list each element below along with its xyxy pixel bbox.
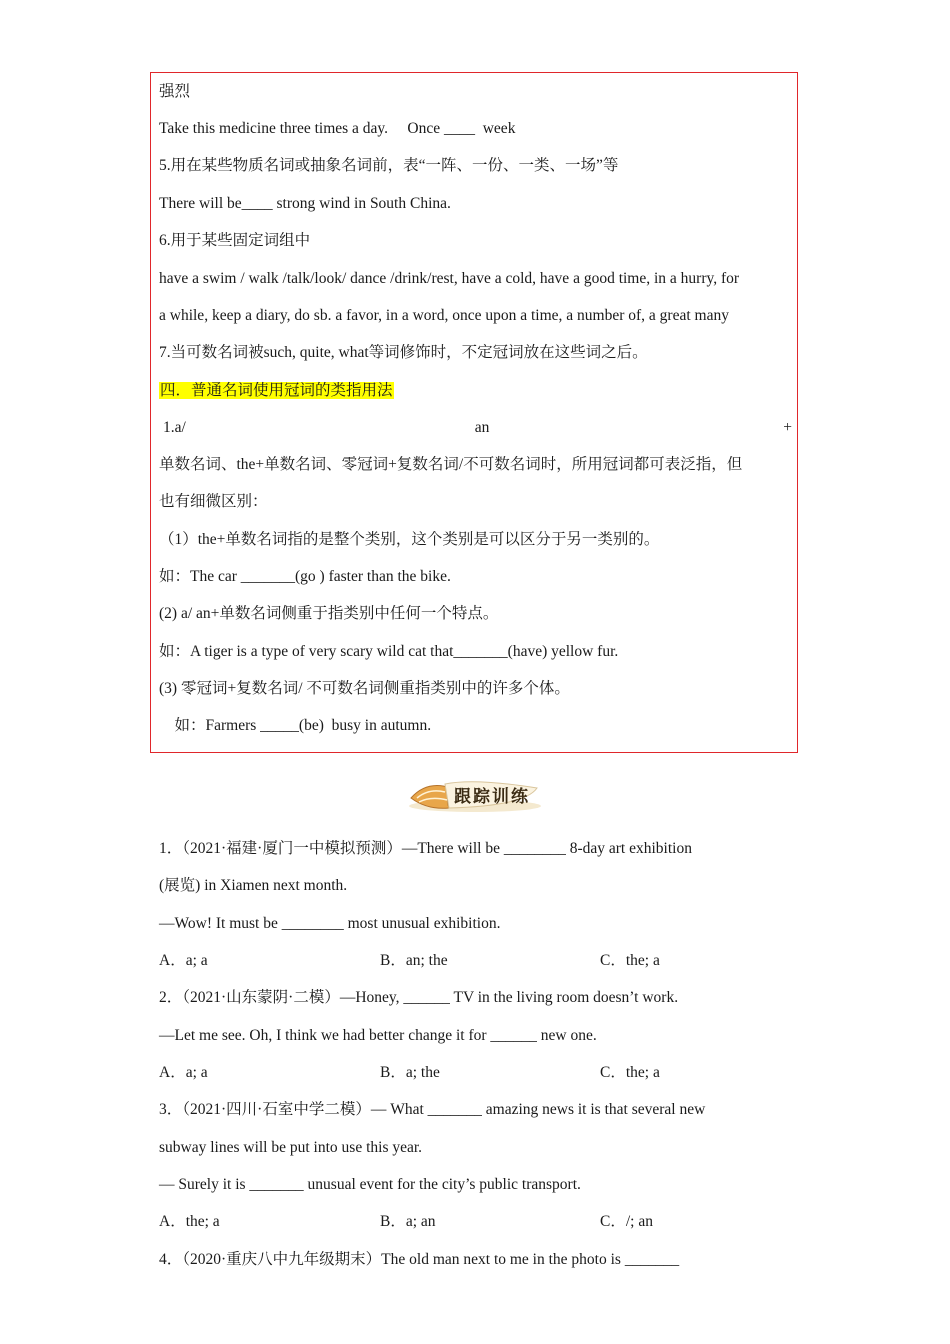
question-line: 2．（2021·山东蒙阴·二模）—Honey, ______ TV in the living room doesn’t work. bbox=[159, 989, 679, 1006]
note-line: 5.用在某些物质名词或抽象名词前，表“一阵、一份、一类、一场”等 bbox=[159, 157, 619, 174]
question-line: —Wow! It must be ________ most unusual exhibition. bbox=[159, 915, 501, 932]
note-line: 强烈 bbox=[159, 83, 191, 100]
note-line: 也有细微区别： bbox=[159, 493, 268, 510]
question-line: 3．（2021·四川·石室中学二模）— What _______ amazing news it is that several new bbox=[159, 1101, 706, 1118]
question-line: 4．（2020·重庆八中九年级期末）The old man next to me in the photo is _______ bbox=[159, 1251, 680, 1268]
note-line: (3) 零冠词+复数名词/ 不可数名词侧重指类别中的许多个体。 bbox=[159, 680, 570, 697]
option-c: C．the; a bbox=[600, 1064, 660, 1081]
option-b: B．a; the bbox=[380, 1064, 440, 1081]
spread-line bbox=[163, 418, 792, 438]
note-line: 7.当可数名词被such, quite, what等词修饰时，不定冠词放在这些词之后。 bbox=[159, 344, 648, 361]
note-line: have a swim / walk /talk/look/ dance /drink/rest, have a cold, have a good time, in a hurry, for bbox=[159, 270, 740, 287]
note-line: (2) a/ an+单数名词侧重于指类别中任何一个特点。 bbox=[159, 605, 499, 622]
option-b: B．a; an bbox=[380, 1213, 436, 1230]
option-a: A．the; a bbox=[159, 1213, 220, 1230]
spread-left: 1.a/ bbox=[163, 419, 186, 436]
question-line: 1．（2021·福建·厦门一中模拟预测）—There will be ________ 8-day art exhibition bbox=[159, 840, 692, 857]
section-heading-text: 四．普通名词使用冠词的类指用法 bbox=[160, 382, 393, 399]
banner-label: 跟踪训练 bbox=[454, 787, 530, 807]
option-b: B．an; the bbox=[380, 952, 448, 969]
note-line: 6.用于某些固定词组中 bbox=[159, 232, 311, 249]
option-c: C．the; a bbox=[600, 952, 660, 969]
option-c: C．/; an bbox=[600, 1213, 653, 1230]
note-line: 如：A tiger is a type of very scary wild cat that_______(have) yellow fur. bbox=[159, 643, 619, 660]
section-heading bbox=[159, 381, 394, 401]
note-line: 单数名词、the+单数名词、零冠词+复数名词/不可数名词时，所用冠词都可表泛指，但 bbox=[159, 456, 743, 473]
question-line: —Let me see. Oh, I think we had better change it for ______ new one. bbox=[159, 1027, 597, 1044]
note-line: There will be____ strong wind in South China. bbox=[159, 195, 451, 212]
option-a: A．a; a bbox=[159, 952, 208, 969]
question-line: (展览) in Xiamen next month. bbox=[159, 877, 348, 894]
note-line: 如：Farmers _____(be) busy in autumn. bbox=[159, 717, 432, 734]
question-line: — Surely it is _______ unusual event for the city’s public transport. bbox=[159, 1176, 581, 1193]
note-line: （1）the+单数名词指的是整个类别，这个类别是可以区分于另一类别的。 bbox=[159, 531, 660, 548]
spread-mid: an bbox=[474, 419, 490, 436]
note-line: 如：The car _______(go ) faster than the bike. bbox=[159, 568, 451, 585]
note-line: Take this medicine three times a day. Once ____ week bbox=[159, 120, 516, 137]
note-line: a while, keep a diary, do sb. a favor, in a word, once upon a time, a number of, a great many bbox=[159, 307, 729, 324]
option-a: A．a; a bbox=[159, 1064, 208, 1081]
question-line: subway lines will be put into use this year. bbox=[159, 1139, 423, 1156]
spread-right: + bbox=[783, 419, 792, 436]
